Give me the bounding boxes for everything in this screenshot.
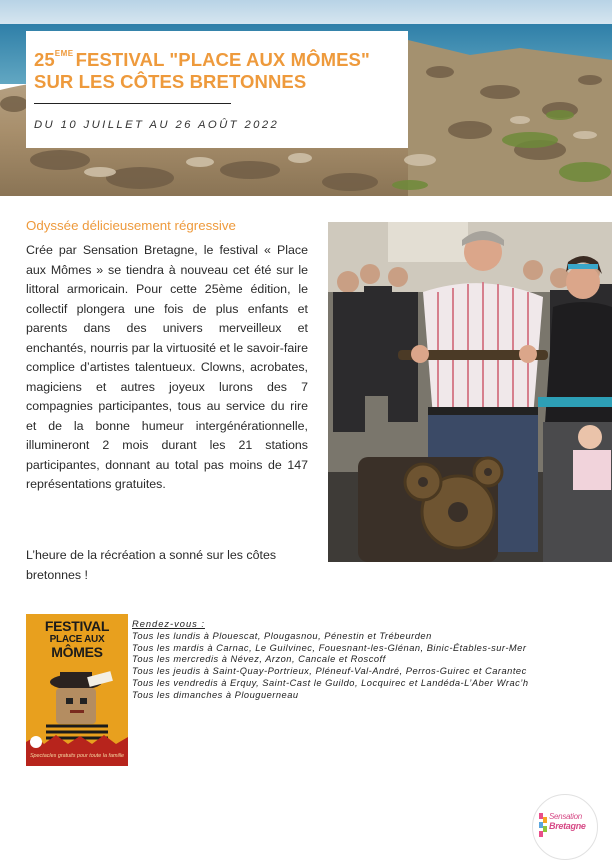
schedule-row: Tous les lundis à Plouescat, Plougasnou, Pénestin et Trébeurden bbox=[132, 630, 432, 641]
festival-poster bbox=[26, 614, 128, 766]
article-subtitle: Odyssée délicieusement régressive bbox=[26, 218, 236, 233]
article-paragraph: Crée par Sensation Bretagne, le festival « Place aux Mômes » se tiendra à nouveau cet été sur le littoral armoricain. Pour cette 25ème édition, le collectif plongera une fois de plus enfants et parents dans des univers merveilleux et enchantés, nourris par la virtuosité et le savoir-faire complice d’artistes talentueux. Clowns, acrobates, magiciens et autres joyeux lurons des 7 compagnies participantes, tous au service du rire et de la bonne humeur intergénérationnelle, illumineront 2 mois durant les 21 stations participantes, donnant au total pas moins de 147 représentations gratuites. bbox=[26, 243, 309, 491]
schedule-row: Tous les vendredis à Erquy, Saint-Cast le Guildo, Locquirec et Landéda-L’Aber Wrac’h bbox=[132, 677, 529, 688]
highlight-duration: 2 mois durant bbox=[102, 438, 197, 452]
poster-caption: Spectacles gratuits pour toute la famille bbox=[29, 753, 125, 759]
logo-word-2: Bretagne bbox=[549, 821, 586, 831]
schedule-row: Tous les jeudis à Saint-Quay-Portrieux, Pléneuf-Val-André, Perros-Guirec et Carantec bbox=[132, 666, 527, 677]
schedule-heading: Rendez-vous : bbox=[132, 619, 205, 629]
article-closing: L’heure de la récréation a sonné sur les côtes bretonnes ! bbox=[26, 548, 277, 582]
title-line-2: SUR LES CÔTES BRETONNES bbox=[34, 71, 307, 92]
highlight-companies: 7 compagnies participantes bbox=[26, 379, 308, 413]
page-title bbox=[34, 43, 370, 93]
schedule-row: Tous les mercredis à Névez, Arzon, Cancale et Roscoff bbox=[132, 654, 386, 665]
poster-title: FESTIVAL PLACE AUX MÔMES bbox=[44, 618, 110, 660]
highlight-stations: 21 stations participantes bbox=[26, 438, 308, 472]
hero-banner bbox=[0, 0, 612, 196]
title-card bbox=[26, 31, 408, 148]
title-line-1: 25EME FESTIVAL "PLACE AUX MÔMES" bbox=[34, 49, 370, 70]
logo-word-1: Sensation bbox=[549, 812, 582, 821]
street-show-image bbox=[328, 222, 612, 562]
logo-mark-icon bbox=[539, 813, 549, 839]
schedule-row: Tous les dimanches à Plouguerneau bbox=[132, 689, 299, 700]
highlight-shows: 147 représentations gratuites bbox=[26, 457, 308, 491]
performer-photo bbox=[328, 222, 612, 562]
schedule-row: Tous les mardis à Carnac, Le Guilvinec, Fouesnant-les-Glénan, Binic-Étables-sur-Mer bbox=[132, 642, 527, 653]
title-divider bbox=[34, 103, 231, 104]
festival-dates: DU 10 JUILLET AU 26 AOÛT 2022 bbox=[34, 119, 280, 131]
sensation-bretagne-logo bbox=[532, 794, 598, 860]
highlight-edition: 25ème édition bbox=[204, 282, 288, 296]
schedule bbox=[132, 619, 529, 702]
